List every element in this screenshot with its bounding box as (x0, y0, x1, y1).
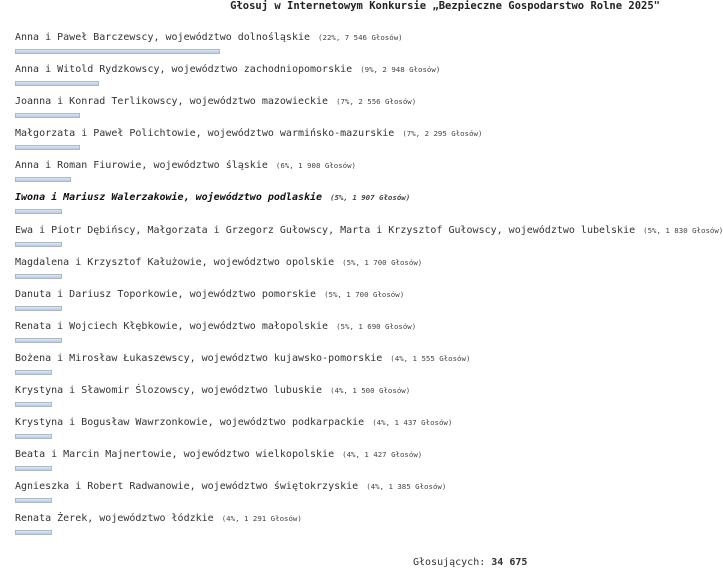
vote-stats: (4%, 1 500 Głosów) (330, 386, 411, 396)
candidate-name: Anna i Witold Rydzkowscy, województwo zachodniopomorskie (15, 64, 353, 76)
result-bar (15, 466, 52, 471)
vote-stats: (5%, 1 907 Głosów) (330, 193, 411, 203)
vote-stats: (22%, 7 546 Głosów) (318, 33, 403, 42)
vote-stats: (4%, 1 437 Głosów) (372, 418, 453, 428)
result-bar (15, 113, 80, 118)
candidate-name: Bożena i Mirosław Łukaszewscy, województwo kujawsko-pomorskie (15, 352, 383, 364)
result-bar (15, 81, 99, 86)
candidate-name: Joanna i Konrad Terlikowscy, województwo mazowieckie (15, 96, 329, 108)
poll-item (15, 512, 690, 544)
candidate-name: Małgorzata i Paweł Polichtowie, województwo warmińsko-mazurskie (15, 128, 395, 140)
result-bar (15, 370, 52, 375)
vote-stats: (4%, 1 555 Głosów) (390, 353, 471, 363)
voters-count: 34 675 (491, 557, 528, 568)
vote-stats: (5%, 1 700 Głosów) (324, 289, 405, 299)
result-bar (15, 306, 62, 311)
voters-total (413, 557, 527, 568)
result-bar (15, 242, 62, 247)
result-bar (15, 209, 62, 214)
vote-stats: (4%, 1 385 Głosów) (366, 482, 447, 492)
poll-item (15, 63, 690, 95)
voters-label: Głosujących: (413, 557, 486, 568)
poll-item (15, 224, 723, 256)
poll-item (15, 448, 690, 480)
result-bar (15, 498, 52, 503)
poll-item (15, 384, 690, 416)
candidate-name: Krystyna i Sławomir Ślozowscy, województwo lubuskie (15, 385, 323, 397)
poll-results (15, 31, 723, 545)
candidate-name: Renata Żerek, województwo łódzkie (15, 513, 214, 525)
result-bar (15, 49, 220, 54)
candidate-name: Anna i Roman Fiurowie, województwo śląskie (15, 160, 268, 172)
vote-stats: (7%, 2 556 Głosów) (336, 97, 417, 107)
poll-item (15, 159, 690, 191)
poll-item (15, 416, 690, 448)
vote-stats: (4%, 1 427 Głosów) (342, 450, 423, 460)
candidate-name: Beata i Marcin Majnertowie, województwo wielkopolskie (15, 449, 335, 461)
poll-item (15, 127, 690, 159)
poll-title: Głosuj w Internetowym Konkursie „Bezpieczne Gospodarstwo Rolne 2025" (230, 0, 660, 12)
poll-item (15, 95, 690, 127)
vote-stats: (9%, 2 948 Głosów) (360, 65, 441, 75)
poll-item (15, 480, 690, 512)
vote-stats: (5%, 1 700 Głosów) (342, 257, 423, 267)
vote-stats: (6%, 1 908 Głosów) (275, 161, 356, 171)
candidate-name: Danuta i Dariusz Toporkowie, województwo pomorskie (15, 288, 317, 300)
poll-item (15, 288, 690, 320)
candidate-name: Anna i Paweł Barczewscy, województwo dolnośląskie (15, 32, 311, 43)
poll-item (15, 256, 690, 288)
result-bar (15, 274, 62, 279)
candidate-name: Krystyna i Bogusław Wawrzonkowie, województwo podkarpackie (15, 417, 365, 429)
candidate-name: Renata i Wojciech Kłębkowie, województwo małopolskie (15, 320, 329, 332)
result-bar (15, 530, 52, 535)
result-bar (15, 145, 80, 150)
result-bar (15, 338, 62, 343)
candidate-name: Agnieszka i Robert Radwanowie, województwo świętokrzyskie (15, 481, 359, 493)
poll-item (15, 31, 690, 63)
candidate-name: Magdalena i Krzysztof Kałużowie, województwo opolskie (15, 256, 335, 268)
poll-item (15, 320, 690, 352)
candidate-name: Ewa i Piotr Dębińscy, Małgorzata i Grzegorz Gułowscy, Marta i Krzysztof Gułowscy, województwo lubelskie (15, 224, 636, 236)
poll-item-selected (15, 191, 690, 223)
result-bar (15, 434, 52, 439)
candidate-name: Iwona i Mariusz Walerzakowie, województwo podlaskie (15, 192, 323, 204)
poll-item (15, 352, 690, 384)
vote-stats: (5%, 1 830 Głosów) (643, 225, 723, 235)
result-bar (15, 402, 52, 407)
vote-stats: (5%, 1 690 Głosów) (336, 321, 417, 331)
vote-stats: (4%, 1 291 Głosów) (221, 514, 302, 524)
result-bar (15, 177, 71, 182)
vote-stats: (7%, 2 295 Głosów) (402, 129, 483, 139)
